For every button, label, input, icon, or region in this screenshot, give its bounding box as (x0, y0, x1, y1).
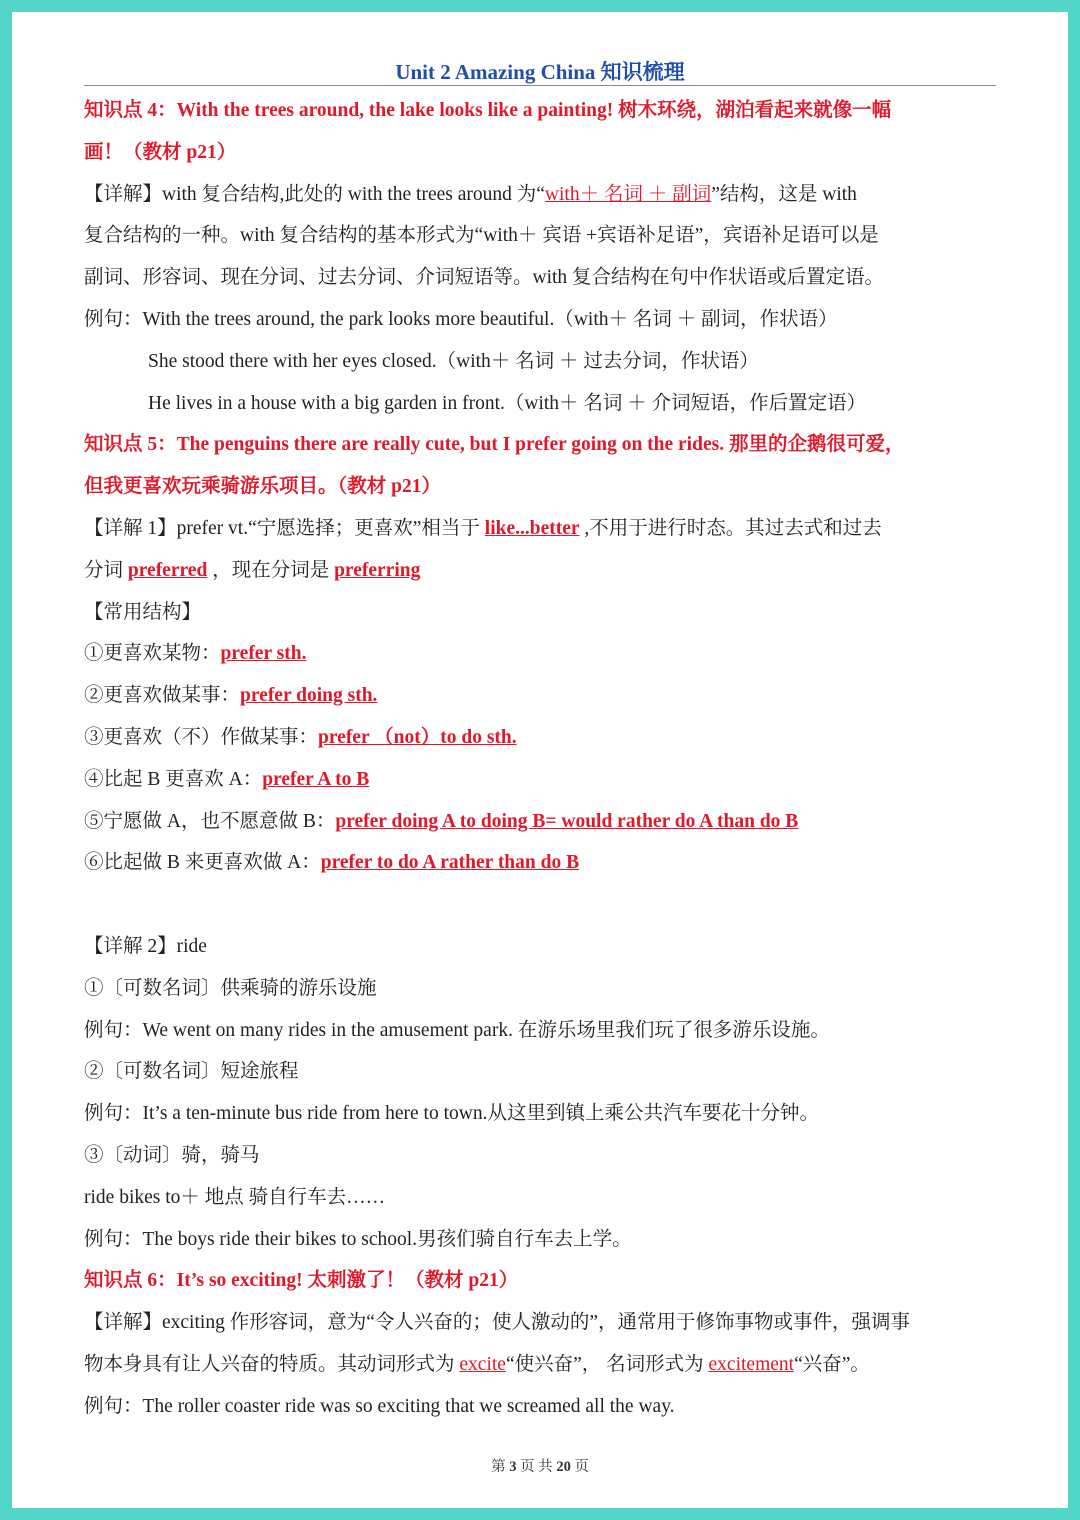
kp4-title-line1: 知识点 4：With the trees around, the lake looks like a painting! 树木环绕，湖泊看起来就像一幅 (84, 100, 892, 121)
kp5-detail1-line1 (84, 508, 1004, 550)
structure-label: ③更喜欢（不）作做某事： (84, 726, 319, 748)
kp4-example-3: He lives in a house with a big garden in front.（with＋ 名词 ＋ 介词短语，作后置定语） (148, 392, 867, 414)
structure-answer: prefer to do A rather than do B (320, 852, 580, 874)
kp5-detail1-text-c: 分词 (84, 559, 128, 581)
structure-label: ②更喜欢做某事： (84, 685, 241, 707)
structure-answer: prefer A to B (262, 768, 370, 790)
structure-answer: prefer （not）to do sth. (318, 726, 517, 748)
kp6-detail-text-b: “使兴奋”， 名词形式为 (505, 1353, 709, 1375)
kp6-detail-line1: 【详解】exciting 作形容词，意为“令人兴奋的；使人激动的”，通常用于修饰事物或事件，强调事 (84, 1312, 910, 1334)
kp5-title-line1: 知识点 5：The penguins there are really cute, but I prefer going on the rides. 那里的企鹅很可爱， (84, 434, 905, 456)
kp5-detail1-line2 (84, 550, 1004, 592)
footer-middle: 页 共 (520, 1459, 553, 1475)
kp4-title-line2: 画！（教材 p21） (84, 141, 237, 163)
kp5-answer-preferring: preferring (334, 559, 421, 581)
kp6-answer-excitement: excitement (708, 1353, 795, 1375)
structure-answer: prefer sth. (220, 643, 307, 665)
kp6-title: 知识点 6：It’s so exciting! 太刺激了！（教材 p21） (84, 1270, 519, 1292)
kp4-answer-with-structure: with＋ 名词 ＋ 副词 (544, 183, 712, 205)
kp5-detail1-text-d: ，现在分词是 (207, 559, 335, 581)
footer-current-page: 3 (509, 1459, 517, 1475)
kp6-detail-text-a: 物本身具有让人兴奋的特质。其动词形式为 (84, 1353, 460, 1375)
kp5-ride-heading: 【详解 2】ride (84, 935, 207, 957)
kp4-detail-text-a: 【详解】with 复合结构,此处的 with the trees around 为“ (84, 183, 545, 205)
kp4-detail-line1 (84, 174, 1004, 216)
spacer (84, 884, 1004, 926)
kp5-ride-sense-2: ②〔可数名词〕短途旅程 (84, 1061, 299, 1083)
structure-label: ①更喜欢某物： (84, 643, 221, 665)
kp6-answer-excite: excite (459, 1353, 506, 1375)
kp5-answer-like-better: like...better (484, 517, 580, 539)
structure-label: ④比起 B 更喜欢 A： (84, 768, 263, 790)
page-header-title: Unit 2 Amazing China 知识梳理 (395, 60, 685, 84)
kp5-structure-6 (84, 842, 1004, 884)
kp5-ride-example-3: 例句：The boys ride their bikes to school.男孩们骑自行车去上学。 (84, 1228, 632, 1250)
kp5-detail1-text-a: 【详解 1】prefer vt.“宁愿选择；更喜欢”相当于 (84, 517, 485, 539)
kp4-example-1: 例句：With the trees around, the park looks more beautiful.（with＋ 名词 ＋ 副词，作状语） (84, 308, 838, 330)
footer-suffix: 页 (574, 1459, 589, 1475)
structure-label: ⑥比起做 B 来更喜欢做 A： (84, 852, 321, 874)
kp4-detail-text-b: ”结构，这是 with (711, 183, 857, 205)
kp5-structure-5 (84, 801, 1004, 843)
kp5-title-line2: 但我更喜欢玩乘骑游乐项目。（教材 p21） (84, 476, 441, 498)
kp6-example: 例句：The roller coaster ride was so exciting that we screamed all the way. (84, 1395, 675, 1417)
kp5-ride-example-2: 例句：It’s a ten-minute bus ride from here to town.从这里到镇上乘公共汽车要花十分钟。 (84, 1103, 819, 1125)
document-page (12, 12, 1068, 1508)
kp5-ride-example-1: 例句：We went on many rides in the amusement park. 在游乐场里我们玩了很多游乐设施。 (84, 1019, 830, 1041)
footer-prefix: 第 (491, 1459, 506, 1475)
kp5-ride-sense-3: ③〔动词〕骑，骑马 (84, 1144, 260, 1166)
kp4-example-2: She stood there with her eyes closed.（with＋ 名词 ＋ 过去分词，作状语） (148, 350, 759, 372)
kp6-detail-line2 (84, 1344, 1004, 1386)
footer-total-pages: 20 (556, 1459, 571, 1475)
kp5-structures-heading: 【常用结构】 (84, 601, 202, 623)
kp5-answer-preferred: preferred (127, 559, 208, 581)
kp4-detail-line3: 副词、形容词、现在分词、过去分词、介词短语等。with 复合结构在句中作状语或后置定语。 (84, 267, 885, 289)
structure-label: ⑤宁愿做 A，也不愿意做 B： (84, 810, 336, 832)
header-divider (84, 85, 996, 86)
document-body (84, 90, 1004, 1428)
kp5-ride-sense-1: ①〔可数名词〕供乘骑的游乐设施 (84, 977, 377, 999)
kp5-structure-1 (84, 633, 1004, 675)
kp4-detail-line2: 复合结构的一种。with 复合结构的基本形式为“with＋ 宾语 +宾语补足语”，宾语补足语可以是 (84, 225, 879, 247)
kp5-structure-4 (84, 759, 1004, 801)
kp5-structure-3 (84, 717, 1004, 759)
kp5-structure-2 (84, 675, 1004, 717)
kp6-detail-text-c: “兴奋”。 (794, 1353, 870, 1375)
structure-answer: prefer doing sth. (240, 685, 378, 707)
structure-answer: prefer doing A to doing B= would rather do A than do B (335, 810, 799, 832)
page-footer (12, 1455, 1068, 1476)
kp5-detail1-text-b: ,不用于进行时态。其过去式和过去 (579, 517, 882, 539)
kp5-ride-phrase: ride bikes to＋ 地点 骑自行车去…… (84, 1186, 386, 1208)
